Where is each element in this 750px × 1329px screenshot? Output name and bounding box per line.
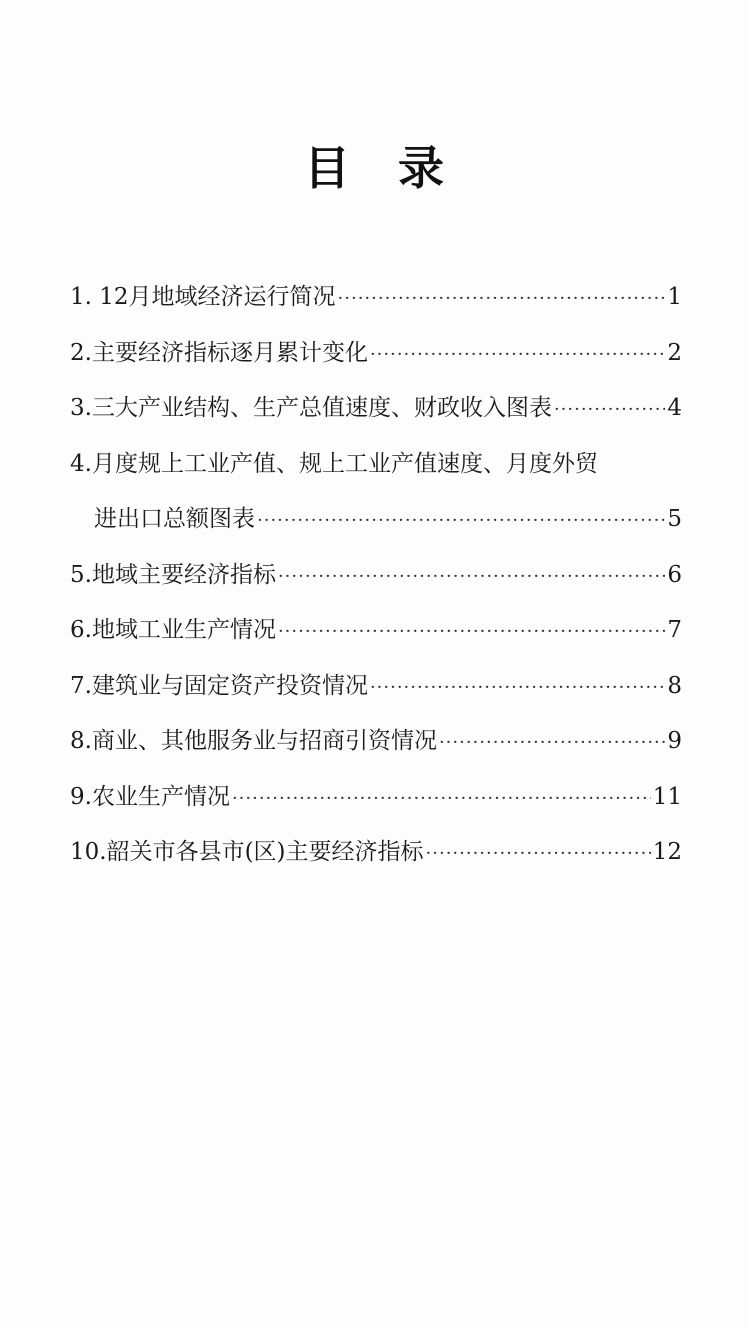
title-char-1: 目 — [304, 141, 352, 195]
toc-entry-page: 1 — [667, 284, 682, 310]
toc-leader-dots — [257, 493, 665, 549]
toc-entry-page: 12 — [652, 839, 682, 865]
toc-entry-10[interactable] — [70, 825, 682, 881]
page-title — [0, 138, 750, 198]
toc-leader-dots — [278, 549, 665, 605]
toc-entry-page: 2 — [667, 339, 682, 366]
toc-entry-label: 8.商业、其他服务业与招商引资情况 — [70, 728, 437, 754]
toc-entry-page: 7 — [667, 617, 682, 643]
toc-entry-1[interactable] — [70, 270, 682, 326]
toc-entry-2[interactable] — [70, 326, 682, 382]
toc-entry-7[interactable] — [70, 659, 682, 715]
toc-entry-6[interactable] — [70, 603, 682, 659]
toc-leader-dots — [439, 715, 665, 771]
toc-entry-4-line-1[interactable] — [70, 437, 682, 493]
toc-entry-page: 5 — [667, 506, 682, 532]
toc-entry-page: 8 — [667, 672, 682, 699]
toc-entry-page: 9 — [667, 728, 682, 754]
toc-entry-3[interactable] — [70, 381, 682, 437]
toc-leader-dots — [426, 826, 651, 882]
toc-entry-5[interactable] — [70, 548, 682, 604]
toc-leader-dots — [338, 271, 666, 327]
toc-entry-label: 9.农业生产情况 — [70, 783, 230, 810]
toc-entry-label: 7.建筑业与固定资产投资情况 — [70, 672, 368, 699]
toc-leader-dots — [554, 382, 665, 438]
toc-entry-label: 2.主要经济指标逐月累计变化 — [70, 339, 368, 366]
toc-leader-dots — [370, 660, 665, 716]
toc-entry-label: 5.地域主要经济指标 — [70, 561, 276, 588]
toc-leader-dots — [278, 604, 665, 660]
toc-entry-label: 进出口总额图表 — [94, 506, 255, 532]
toc-entry-4-line-2[interactable] — [70, 492, 682, 548]
toc-leader-dots — [370, 327, 665, 383]
toc-entry-label: 6.地域工业生产情况 — [70, 617, 276, 643]
toc-entry-page: 11 — [652, 783, 682, 810]
toc-entry-page: 6 — [667, 561, 682, 588]
toc-entry-page: 4 — [667, 395, 682, 421]
toc-entry-9[interactable] — [70, 770, 682, 826]
table-of-contents — [70, 270, 682, 881]
toc-leader-dots — [232, 771, 651, 827]
title-char-2: 录 — [398, 141, 446, 195]
toc-entry-label: 4.月度规上工业产值、规上工业产值速度、月度外贸 — [70, 450, 598, 477]
toc-entry-label: 3.三大产业结构、生产总值速度、财政收入图表 — [70, 395, 552, 421]
toc-entry-8[interactable] — [70, 714, 682, 770]
toc-entry-label: 1. 12月地域经济运行简况 — [70, 284, 336, 310]
toc-entry-label: 10.韶关市各县市(区)主要经济指标 — [70, 839, 424, 865]
